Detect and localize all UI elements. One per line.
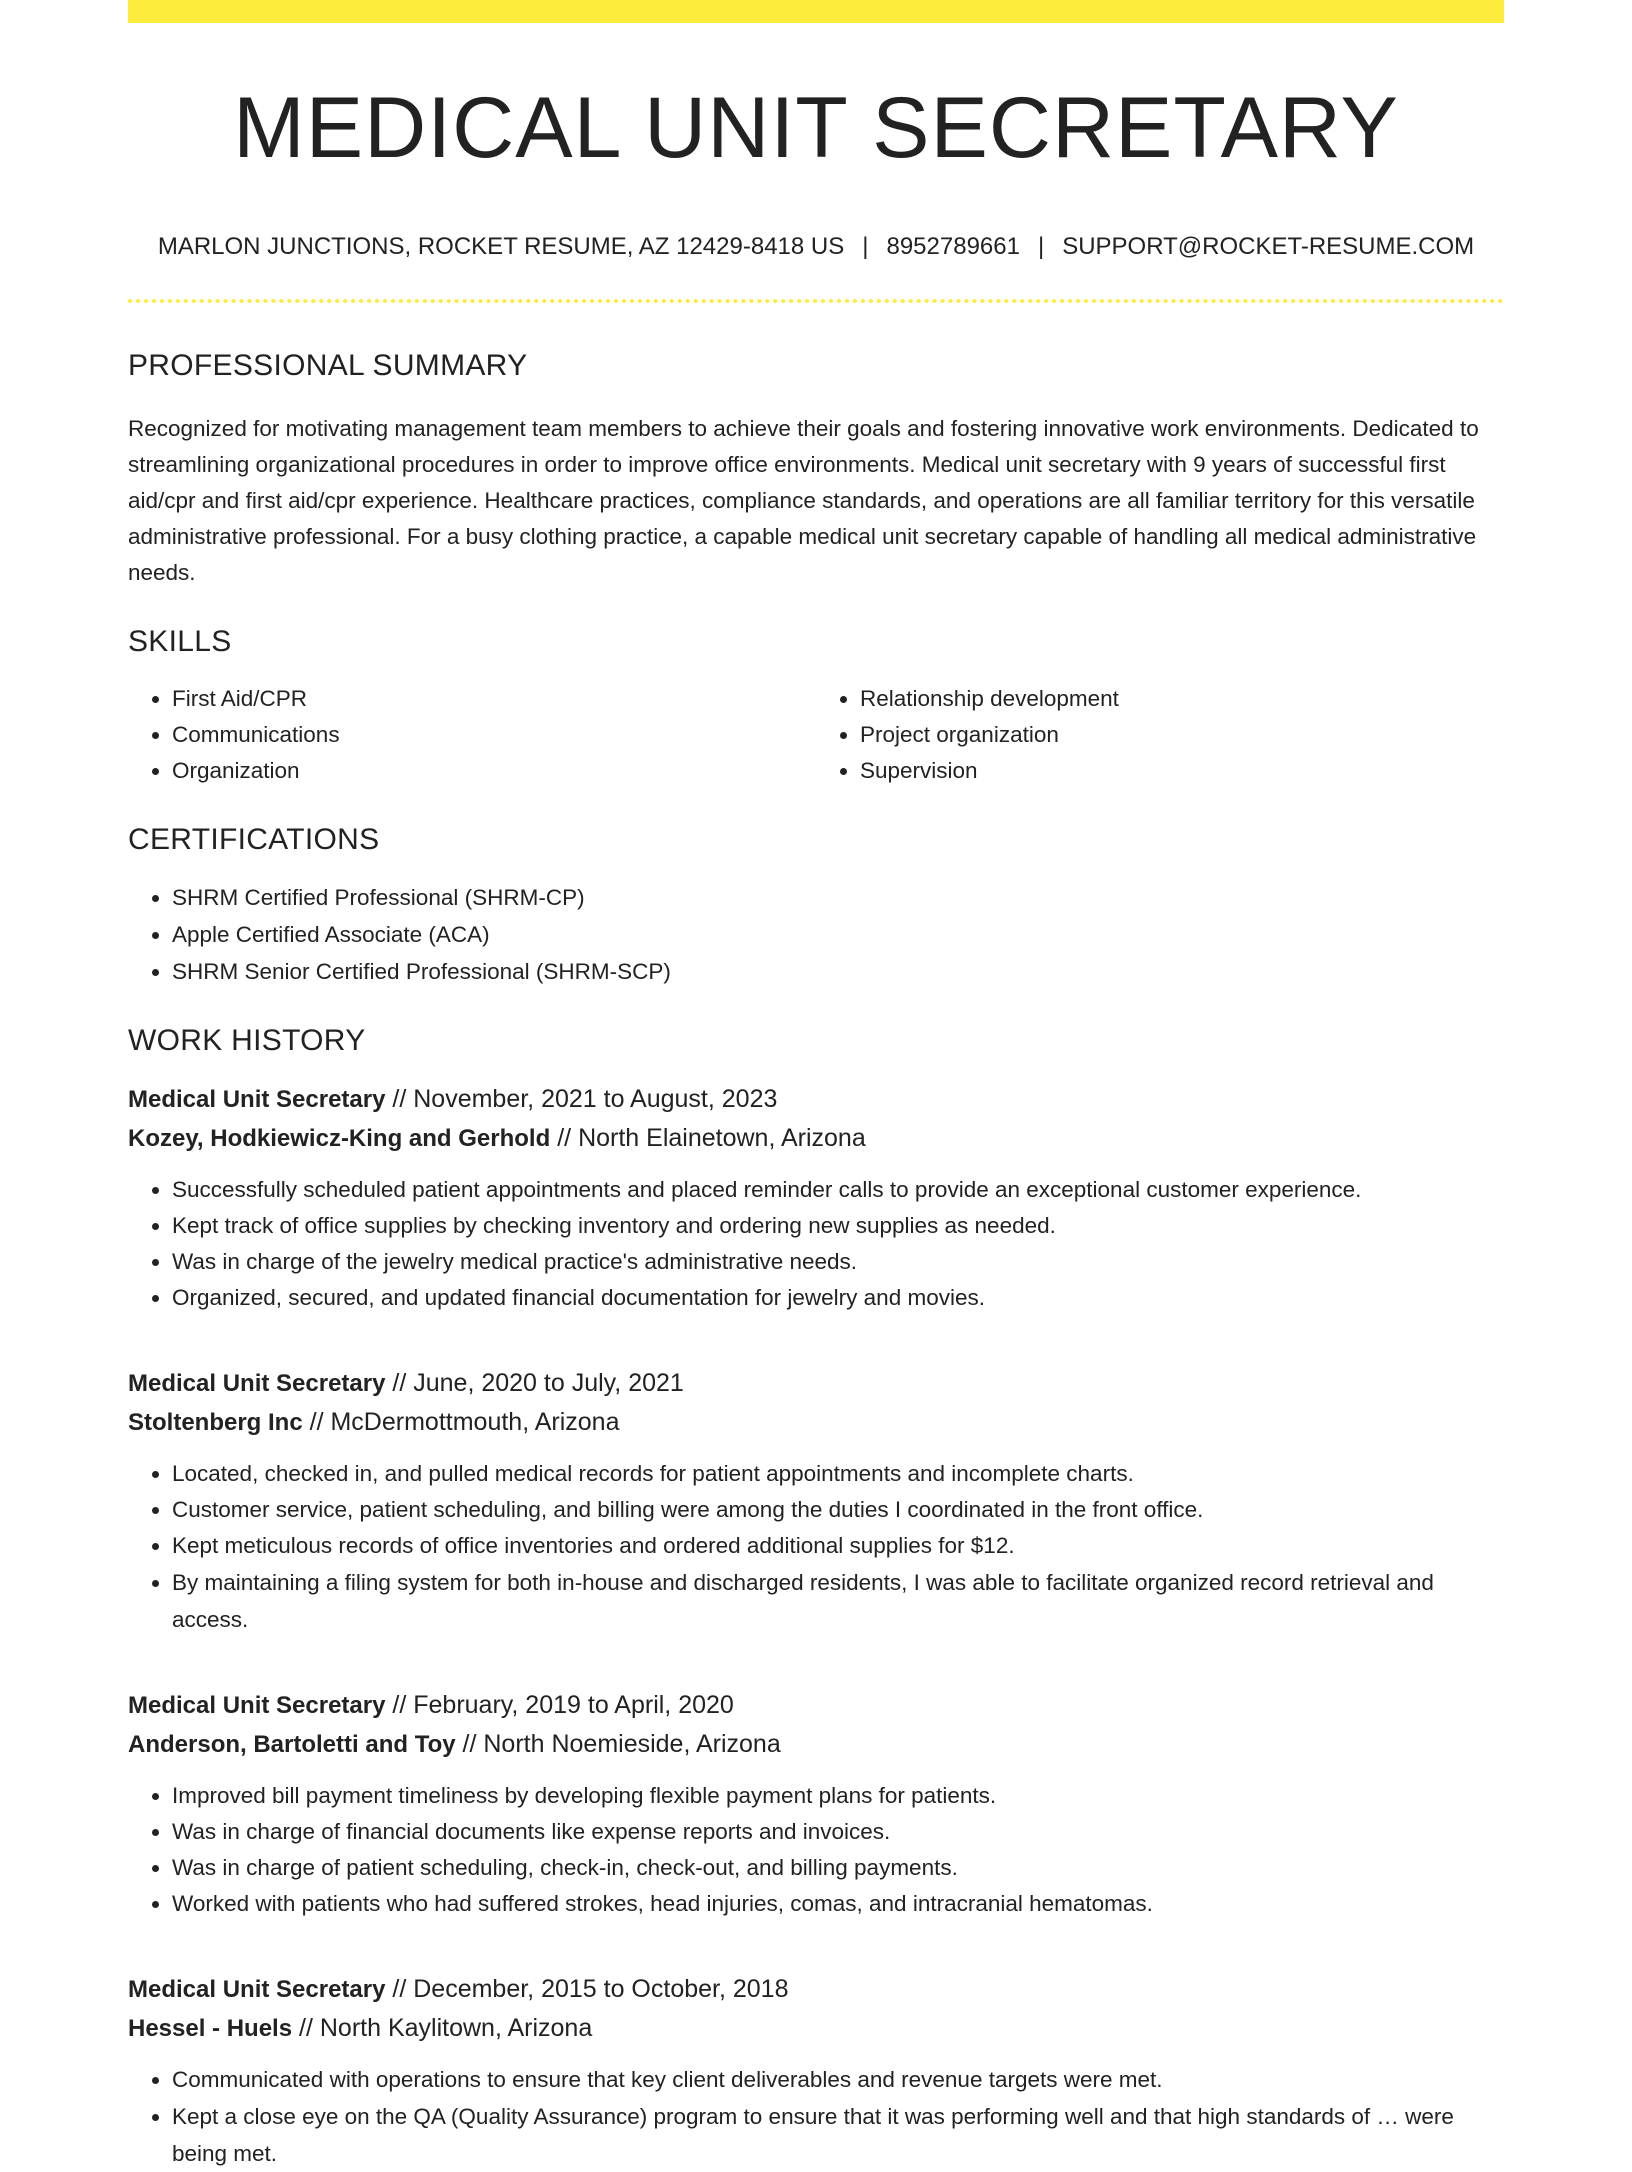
job-separator: // (302, 1408, 331, 1436)
skill-item: • First Aid/CPR (172, 681, 816, 717)
job-entry (128, 1364, 1504, 1638)
contact-separator: | (1037, 233, 1045, 260)
job-title: Medical Unit Secretary (128, 1086, 386, 1113)
job-bullet: • Kept a close eye on the QA (Quality Assurance) program to ensure that it was performing well and that high standards of … were being met. (172, 2098, 1504, 2172)
contact-separator: | (862, 233, 869, 260)
certifications-heading: CERTIFICATIONS (128, 823, 380, 856)
job-title-line (128, 1970, 1504, 2009)
certification-item: • SHRM Senior Certified Professional (SHRM-SCP) (172, 953, 1504, 990)
job-dates: December, 2015 to October, 2018 (413, 1975, 789, 2003)
job-dates: June, 2020 to July, 2021 (413, 1369, 684, 1397)
resume-title: MEDICAL UNIT SECRETARY (233, 80, 1399, 176)
summary-text: Recognized for motivating management team members to achieve their goals and fostering innovative work environments. Dedicated to streamlining organizational procedures in order to improve office environments. Medical unit secretary with 9 years of successful first aid/cpr and first aid/cpr experience. Healthcare practices, compliance standards, and operations are all familiar territory for this versatile administrative professional. For a busy clothing practice, a capable medical unit secretary capable of handling all medical administrative needs. (128, 416, 1479, 585)
job-company: Anderson, Bartoletti and Toy (128, 1731, 456, 1758)
job-bullet: • Successfully scheduled patient appointments and placed reminder calls to provide an exceptional customer experience. (172, 1172, 1504, 1208)
skills-list-right (816, 681, 1504, 789)
job-bullet: • Communicated with operations to ensure that key client deliverables and revenue targets were met. (172, 2062, 1504, 2098)
skills-heading: SKILLS (128, 625, 232, 658)
contact-line (128, 233, 1504, 261)
job-bullet: • Was in charge of patient scheduling, check-in, check-out, and billing payments. (172, 1850, 1504, 1886)
job-dates: February, 2019 to April, 2020 (413, 1691, 734, 1719)
certification-item: • SHRM Certified Professional (SHRM-CP) (172, 879, 1504, 916)
job-bullet: • Improved bill payment timeliness by developing flexible payment plans for patients. (172, 1778, 1504, 1814)
job-bullets (128, 1456, 1504, 1638)
job-company-line (128, 2009, 1504, 2048)
job-company-line (128, 1119, 1504, 1158)
job-separator: // (385, 1369, 414, 1397)
job-bullet: • Organized, secured, and updated financial documentation for jewelry and movies. (172, 1280, 1504, 1316)
job-separator: // (385, 1085, 414, 1113)
job-separator: // (385, 1691, 414, 1719)
skill-item: • Communications (172, 717, 816, 753)
job-bullet: • Was in charge of financial documents like expense reports and invoices. (172, 1814, 1504, 1850)
job-location: McDermottmouth, Arizona (330, 1408, 620, 1436)
contact-phone: 8952789661 (886, 233, 1020, 260)
job-bullet: • Customer service, patient scheduling, and billing were among the duties I coordinated in the front office. (172, 1492, 1504, 1528)
job-company: Kozey, Hodkiewicz-King and Gerhold (128, 1125, 551, 1152)
job-separator: // (550, 1124, 579, 1152)
accent-top-bar (128, 0, 1504, 23)
job-title-line (128, 1080, 1504, 1119)
job-bullet: • Worked with patients who had suffered strokes, head injuries, comas, and intracranial hematomas. (172, 1886, 1504, 1922)
skills-columns (128, 681, 1504, 789)
job-bullets (128, 1778, 1504, 1922)
skill-item: • Supervision (860, 753, 1504, 789)
job-dates: November, 2021 to August, 2023 (413, 1085, 778, 1113)
job-company-line (128, 1725, 1504, 1764)
job-title-line (128, 1364, 1504, 1403)
job-bullet: • Located, checked in, and pulled medical records for patient appointments and incomplete charts. (172, 1456, 1504, 1492)
job-title-line (128, 1686, 1504, 1725)
job-bullet: • Kept meticulous records of office inventories and ordered additional supplies for $12. (172, 1528, 1504, 1564)
skills-list-left (128, 681, 816, 789)
contact-email: SUPPORT@ROCKET-RESUME.COM (1062, 233, 1475, 260)
job-bullet: • By maintaining a filing system for both in-house and discharged residents, I was able to facilitate organized record retrieval and access. (172, 1564, 1504, 1638)
job-separator: // (455, 1730, 484, 1758)
job-bullet: • Kept track of office supplies by checking inventory and ordering new supplies as needed. (172, 1208, 1504, 1244)
job-separator: // (292, 2014, 320, 2042)
skill-item: • Relationship development (860, 681, 1504, 717)
dotted-divider (128, 299, 1504, 303)
certification-item: • Apple Certified Associate (ACA) (172, 916, 1504, 953)
job-entry (128, 1080, 1504, 1316)
job-company: Stoltenberg Inc (128, 1409, 303, 1436)
job-title: Medical Unit Secretary (128, 1692, 386, 1719)
work-history-heading: WORK HISTORY (128, 1024, 366, 1057)
job-bullets (128, 2062, 1504, 2172)
summary-heading: PROFESSIONAL SUMMARY (128, 349, 528, 382)
job-company-line (128, 1403, 1504, 1442)
contact-address: MARLON JUNCTIONS, ROCKET RESUME, AZ 12429-8418 US (157, 233, 845, 260)
job-entry (128, 1686, 1504, 1922)
job-location: North Noemieside, Arizona (483, 1730, 781, 1758)
certifications-list (128, 879, 1504, 990)
skill-item: • Organization (172, 753, 816, 789)
job-location: North Kaylitown, Arizona (319, 2014, 593, 2042)
job-bullets (128, 1172, 1504, 1316)
job-entry (128, 1970, 1504, 2172)
job-title: Medical Unit Secretary (128, 1976, 386, 2003)
skill-item: • Project organization (860, 717, 1504, 753)
resume-page (128, 0, 1504, 2172)
job-bullet: • Was in charge of the jewelry medical practice's administrative needs. (172, 1244, 1504, 1280)
job-company: Hessel - Huels (128, 2015, 293, 2042)
job-title: Medical Unit Secretary (128, 1370, 386, 1397)
job-separator: // (385, 1975, 414, 2003)
job-location: North Elainetown, Arizona (578, 1124, 866, 1152)
